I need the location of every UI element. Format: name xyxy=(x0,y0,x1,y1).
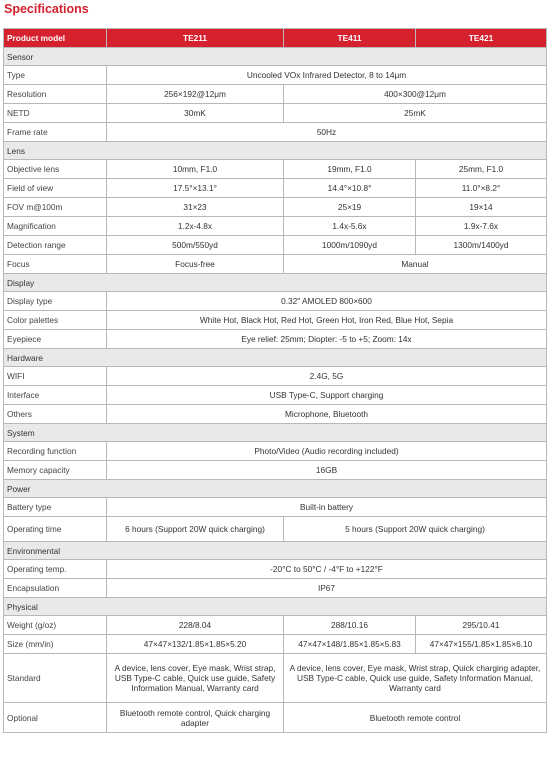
table-row xyxy=(4,405,547,424)
column-header-te421: TE421 xyxy=(416,29,547,48)
row-value-te211: 17.5°×13.1° xyxy=(107,179,284,198)
table-row xyxy=(4,179,547,198)
section-environmental: Environmental xyxy=(4,542,547,560)
row-label: Interface xyxy=(4,386,107,405)
row-value-te421: 295/10.41 xyxy=(416,616,547,635)
row-value-te211: 6 hours (Support 20W quick charging) xyxy=(107,517,284,542)
section-row xyxy=(4,142,547,160)
row-value: Microphone, Bluetooth xyxy=(107,405,547,424)
row-label: Magnification xyxy=(4,217,107,236)
section-row xyxy=(4,598,547,616)
row-value: 0.32" AMOLED 800×600 xyxy=(107,292,547,311)
row-label: WIFI xyxy=(4,367,107,386)
row-label: NETD xyxy=(4,104,107,123)
table-row xyxy=(4,123,547,142)
row-value-te421: 1300m/1400yd xyxy=(416,236,547,255)
table-row xyxy=(4,311,547,330)
column-header-te211: TE211 xyxy=(107,29,284,48)
table-row xyxy=(4,85,547,104)
row-value: Built-in battery xyxy=(107,498,547,517)
row-value-te411-te421: 5 hours (Support 20W quick charging) xyxy=(284,517,547,542)
row-value-te211: 500m/550yd xyxy=(107,236,284,255)
table-row xyxy=(4,498,547,517)
row-value-te421: 1.9x-7.6x xyxy=(416,217,547,236)
section-system: System xyxy=(4,424,547,442)
row-value: White Hot, Black Hot, Red Hot, Green Hot, Iron Red, Blue Hot, Sepia xyxy=(107,311,547,330)
section-display: Display xyxy=(4,274,547,292)
row-label: Encapsulation xyxy=(4,579,107,598)
row-value-te421: 47×47×155/1.85×1.85×6.10 xyxy=(416,635,547,654)
table-row xyxy=(4,654,547,703)
row-value-te411: 288/10.16 xyxy=(284,616,416,635)
row-value: Eye relief: 25mm; Diopter: -5 to +5; Zoom: 14x xyxy=(107,330,547,349)
section-row xyxy=(4,542,547,560)
row-label: Focus xyxy=(4,255,107,274)
section-hardware: Hardware xyxy=(4,349,547,367)
row-value-te411-te421: 400×300@12μm xyxy=(284,85,547,104)
row-value-te421: 19×14 xyxy=(416,198,547,217)
row-value-te421: 25mm, F1.0 xyxy=(416,160,547,179)
row-value-te211: 31×23 xyxy=(107,198,284,217)
section-physical: Physical xyxy=(4,598,547,616)
row-value: IP67 xyxy=(107,579,547,598)
row-value-te211: 10mm, F1.0 xyxy=(107,160,284,179)
page-title: Specifications xyxy=(4,2,89,16)
table-row xyxy=(4,160,547,179)
table-row xyxy=(4,367,547,386)
section-sensor: Sensor xyxy=(4,48,547,66)
row-value-te411: 25×19 xyxy=(284,198,416,217)
table-row xyxy=(4,255,547,274)
row-label: Optional xyxy=(4,703,107,733)
row-value-te211: 30mK xyxy=(107,104,284,123)
row-label: Recording function xyxy=(4,442,107,461)
header-row xyxy=(4,29,547,48)
row-label: Display type xyxy=(4,292,107,311)
table-row xyxy=(4,104,547,123)
row-value-te411-te421: Bluetooth remote control xyxy=(284,703,547,733)
row-value-te411-te421: Manual xyxy=(284,255,547,274)
row-value-te411: 1.4x-5.6x xyxy=(284,217,416,236)
table-row xyxy=(4,703,547,733)
row-label: Field of view xyxy=(4,179,107,198)
table-row xyxy=(4,236,547,255)
row-value-te411: 19mm, F1.0 xyxy=(284,160,416,179)
table-row xyxy=(4,217,547,236)
section-row xyxy=(4,480,547,498)
row-label: Battery type xyxy=(4,498,107,517)
row-value: USB Type-C, Support charging xyxy=(107,386,547,405)
row-value-te211: Bluetooth remote control, Quick charging adapter xyxy=(107,703,284,733)
table-row xyxy=(4,198,547,217)
section-row xyxy=(4,274,547,292)
row-label: Others xyxy=(4,405,107,424)
table-row xyxy=(4,517,547,542)
row-label: Operating temp. xyxy=(4,560,107,579)
row-label: Objective lens xyxy=(4,160,107,179)
row-label: Weight (g/oz) xyxy=(4,616,107,635)
table-row xyxy=(4,560,547,579)
row-value: 2.4G, 5G xyxy=(107,367,547,386)
table-row xyxy=(4,386,547,405)
row-value-te211: Focus-free xyxy=(107,255,284,274)
row-label: Eyepiece xyxy=(4,330,107,349)
column-header-te411: TE411 xyxy=(284,29,416,48)
row-value-te411: 14.4°×10.8° xyxy=(284,179,416,198)
table-row xyxy=(4,66,547,85)
row-value: Photo/Video (Audio recording included) xyxy=(107,442,547,461)
row-value-te411: 47×47×148/1.85×1.85×5.83 xyxy=(284,635,416,654)
row-value-te411-te421: 25mK xyxy=(284,104,547,123)
row-label: Operating time xyxy=(4,517,107,542)
table-row xyxy=(4,579,547,598)
row-value-te411-te421: A device, lens cover, Eye mask, Wrist strap, Quick charging adapter, USB Type-C cable, Quick use guide, Safety Information Manual, Warranty card xyxy=(284,654,547,703)
row-label: Frame rate xyxy=(4,123,107,142)
row-value: 16GB xyxy=(107,461,547,480)
row-value-te211: 228/8.04 xyxy=(107,616,284,635)
column-header-product-model: Product model xyxy=(4,29,107,48)
section-row xyxy=(4,424,547,442)
section-lens: Lens xyxy=(4,142,547,160)
section-power: Power xyxy=(4,480,547,498)
table-row xyxy=(4,292,547,311)
row-label: Type xyxy=(4,66,107,85)
row-value-te411: 1000m/1090yd xyxy=(284,236,416,255)
section-row xyxy=(4,349,547,367)
row-label: Resolution xyxy=(4,85,107,104)
section-row xyxy=(4,48,547,66)
table-row xyxy=(4,461,547,480)
row-label: Detection range xyxy=(4,236,107,255)
row-label: Color palettes xyxy=(4,311,107,330)
table-row xyxy=(4,330,547,349)
row-value-te211: 47×47×132/1.85×1.85×5.20 xyxy=(107,635,284,654)
table-row xyxy=(4,635,547,654)
row-label: Standard xyxy=(4,654,107,703)
row-label: FOV m@100m xyxy=(4,198,107,217)
row-label: Memory capacity xyxy=(4,461,107,480)
row-value: Uncooled VOx Infrared Detector, 8 to 14μm xyxy=(107,66,547,85)
row-value: 50Hz xyxy=(107,123,547,142)
row-value-te211: 1.2x-4.8x xyxy=(107,217,284,236)
table-row xyxy=(4,442,547,461)
row-value-te421: 11.0°×8.2° xyxy=(416,179,547,198)
row-label: Size (mm/in) xyxy=(4,635,107,654)
row-value-te211: 256×192@12μm xyxy=(107,85,284,104)
table-row xyxy=(4,616,547,635)
row-value-te211: A device, lens cover, Eye mask, Wrist strap, USB Type-C cable, Quick use guide, Safety Information Manual, Warranty card xyxy=(107,654,284,703)
spec-table xyxy=(3,28,547,733)
row-value: -20°C to 50°C / -4°F to +122°F xyxy=(107,560,547,579)
